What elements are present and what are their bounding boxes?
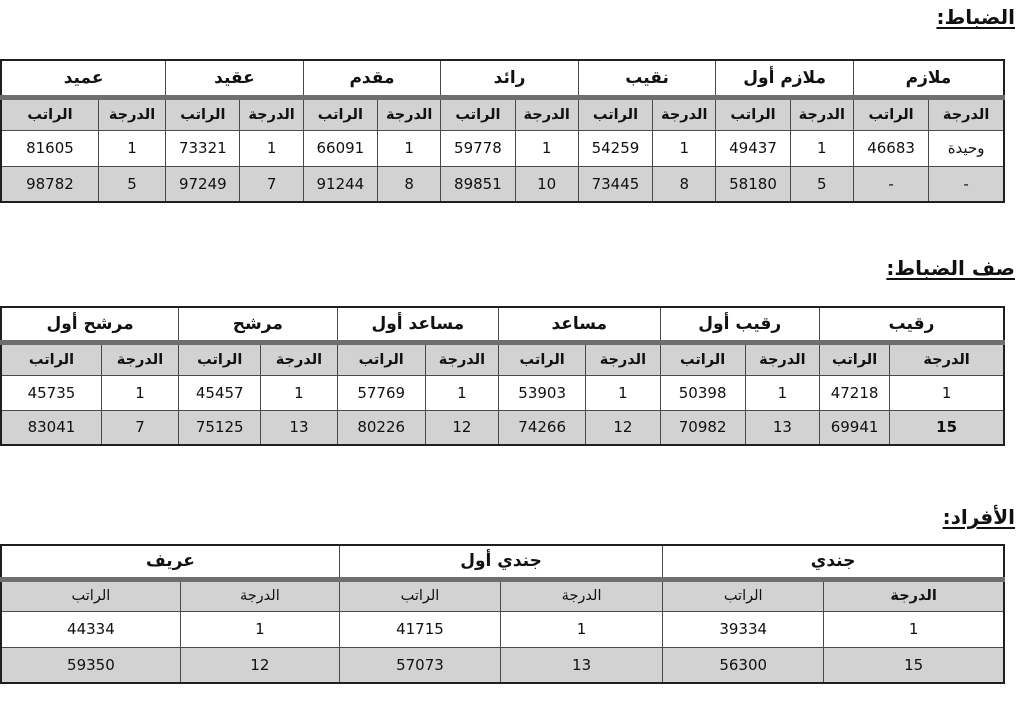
salary-cell: 54259 <box>578 130 652 166</box>
grade-column-header: الدرجة <box>98 97 165 130</box>
salary-cell: 47218 <box>819 375 889 410</box>
rank-header: مساعد أول <box>337 307 498 342</box>
grade-cell: 1 <box>653 130 716 166</box>
grade-cell: 15 <box>824 647 1004 683</box>
salary-cell: 73445 <box>578 166 652 202</box>
salary-cell: 46683 <box>853 130 928 166</box>
salary-table-2 <box>0 544 1005 684</box>
grade-cell: 1 <box>745 375 819 410</box>
salary-cell: 57769 <box>337 375 425 410</box>
salary-cell: 74266 <box>499 410 586 445</box>
section-enlisted <box>0 504 1024 684</box>
salary-cell: 45735 <box>1 375 101 410</box>
grade-column-header: الدرجة <box>240 97 303 130</box>
salary-cell: 75125 <box>179 410 261 445</box>
grade-column-header: الدرجة <box>890 342 1004 375</box>
salary-column-header: الراتب <box>303 97 377 130</box>
grade-cell: 13 <box>501 647 663 683</box>
grade-cell: - <box>929 166 1004 202</box>
grade-cell: 1 <box>501 611 663 647</box>
grade-cell: 5 <box>98 166 165 202</box>
rank-header: رائد <box>441 60 579 97</box>
salary-column-header: الراتب <box>716 97 790 130</box>
grade-cell: 1 <box>586 375 660 410</box>
salary-cell: 70982 <box>660 410 745 445</box>
rank-header: رقيب <box>819 307 1004 342</box>
rank-header: رقيب أول <box>660 307 819 342</box>
grade-cell: 8 <box>378 166 441 202</box>
grade-column-header: الدرجة <box>929 97 1004 130</box>
grade-cell: 1 <box>180 611 339 647</box>
salary-cell: 49437 <box>716 130 790 166</box>
salary-cell: 83041 <box>1 410 101 445</box>
table-row <box>1 647 1004 683</box>
grade-column-header: الدرجة <box>586 342 660 375</box>
grade-cell: 10 <box>515 166 578 202</box>
section-ncos <box>0 255 1024 446</box>
section-title-officers: الضباط: <box>936 5 1015 29</box>
grade-cell: 1 <box>515 130 578 166</box>
rank-header: ملازم أول <box>716 60 854 97</box>
rank-header: عقيد <box>166 60 304 97</box>
salary-column-header: الراتب <box>663 579 824 611</box>
salary-cell: 53903 <box>499 375 586 410</box>
salary-cell: 50398 <box>660 375 745 410</box>
rank-header: جندي <box>663 545 1004 579</box>
salary-cell: 66091 <box>303 130 377 166</box>
salary-column-header: الراتب <box>1 342 101 375</box>
salary-column-header: الراتب <box>441 97 515 130</box>
grade-cell: 1 <box>98 130 165 166</box>
section-title-ncos: صف الضباط: <box>886 256 1015 280</box>
table-row <box>1 375 1004 410</box>
grade-column-header: الدرجة <box>180 579 339 611</box>
grade-cell: 1 <box>790 130 853 166</box>
grade-column-header: الدرجة <box>501 579 663 611</box>
rank-header: مرشح أول <box>1 307 179 342</box>
salary-column-header: الراتب <box>660 342 745 375</box>
grade-cell: 8 <box>653 166 716 202</box>
salary-cell: 57073 <box>339 647 500 683</box>
grade-cell: 1 <box>240 130 303 166</box>
table-row <box>1 410 1004 445</box>
rank-header: عميد <box>1 60 166 97</box>
grade-column-header: الدرجة <box>378 97 441 130</box>
salary-cell: 97249 <box>166 166 240 202</box>
grade-cell: 12 <box>586 410 660 445</box>
grade-cell: وحيدة <box>929 130 1004 166</box>
salary-cell: 41715 <box>339 611 500 647</box>
grade-cell: 12 <box>425 410 498 445</box>
grade-column-header: الدرجة <box>261 342 337 375</box>
grade-column-header: الدرجة <box>790 97 853 130</box>
salary-cell: 58180 <box>716 166 790 202</box>
grade-cell: 1 <box>261 375 337 410</box>
grade-cell: 1 <box>378 130 441 166</box>
rank-header: مرشح <box>179 307 337 342</box>
grade-column-header: الدرجة <box>653 97 716 130</box>
grade-column-header: الدرجة <box>101 342 178 375</box>
salary-cell: 89851 <box>441 166 515 202</box>
section-officers <box>0 0 1024 203</box>
salary-cell: 80226 <box>337 410 425 445</box>
grade-cell: 7 <box>101 410 178 445</box>
salary-cell: 45457 <box>179 375 261 410</box>
grade-cell: 1 <box>824 611 1004 647</box>
salary-cell: 73321 <box>166 130 240 166</box>
grade-cell: 5 <box>790 166 853 202</box>
table-row <box>1 130 1004 166</box>
salary-cell: 91244 <box>303 166 377 202</box>
salary-cell: 59778 <box>441 130 515 166</box>
grade-cell: 13 <box>745 410 819 445</box>
salary-cell: 98782 <box>1 166 98 202</box>
salary-column-header: الراتب <box>1 579 180 611</box>
grade-column-header: الدرجة <box>824 579 1004 611</box>
rank-header: عريف <box>1 545 339 579</box>
salary-table-0 <box>0 59 1005 203</box>
salary-column-header: الراتب <box>337 342 425 375</box>
salary-column-header: الراتب <box>179 342 261 375</box>
salary-cell: 56300 <box>663 647 824 683</box>
salary-column-header: الراتب <box>1 97 98 130</box>
grade-column-header: الدرجة <box>745 342 819 375</box>
grade-cell: 15 <box>890 410 1004 445</box>
salary-column-header: الراتب <box>853 97 928 130</box>
rank-header: مساعد <box>499 307 660 342</box>
salary-table-1 <box>0 306 1005 446</box>
salary-cell: 59350 <box>1 647 180 683</box>
salary-cell: 81605 <box>1 130 98 166</box>
rank-header: ملازم <box>853 60 1004 97</box>
grade-column-header: الدرجة <box>515 97 578 130</box>
section-title-enlisted: الأفراد: <box>942 505 1015 529</box>
salary-column-header: الراتب <box>166 97 240 130</box>
rank-header: نقيب <box>578 60 716 97</box>
table-row <box>1 611 1004 647</box>
grade-cell: 1 <box>890 375 1004 410</box>
table-row <box>1 166 1004 202</box>
salary-column-header: الراتب <box>578 97 652 130</box>
salary-cell: 69941 <box>819 410 889 445</box>
salary-column-header: الراتب <box>499 342 586 375</box>
salary-column-header: الراتب <box>339 579 500 611</box>
salary-cell: - <box>853 166 928 202</box>
rank-header: مقدم <box>303 60 441 97</box>
salary-cell: 44334 <box>1 611 180 647</box>
rank-header: جندي أول <box>339 545 662 579</box>
grade-cell: 13 <box>261 410 337 445</box>
grade-cell: 7 <box>240 166 303 202</box>
grade-cell: 1 <box>425 375 498 410</box>
grade-column-header: الدرجة <box>425 342 498 375</box>
salary-cell: 39334 <box>663 611 824 647</box>
grade-cell: 1 <box>101 375 178 410</box>
grade-cell: 12 <box>180 647 339 683</box>
salary-column-header: الراتب <box>819 342 889 375</box>
